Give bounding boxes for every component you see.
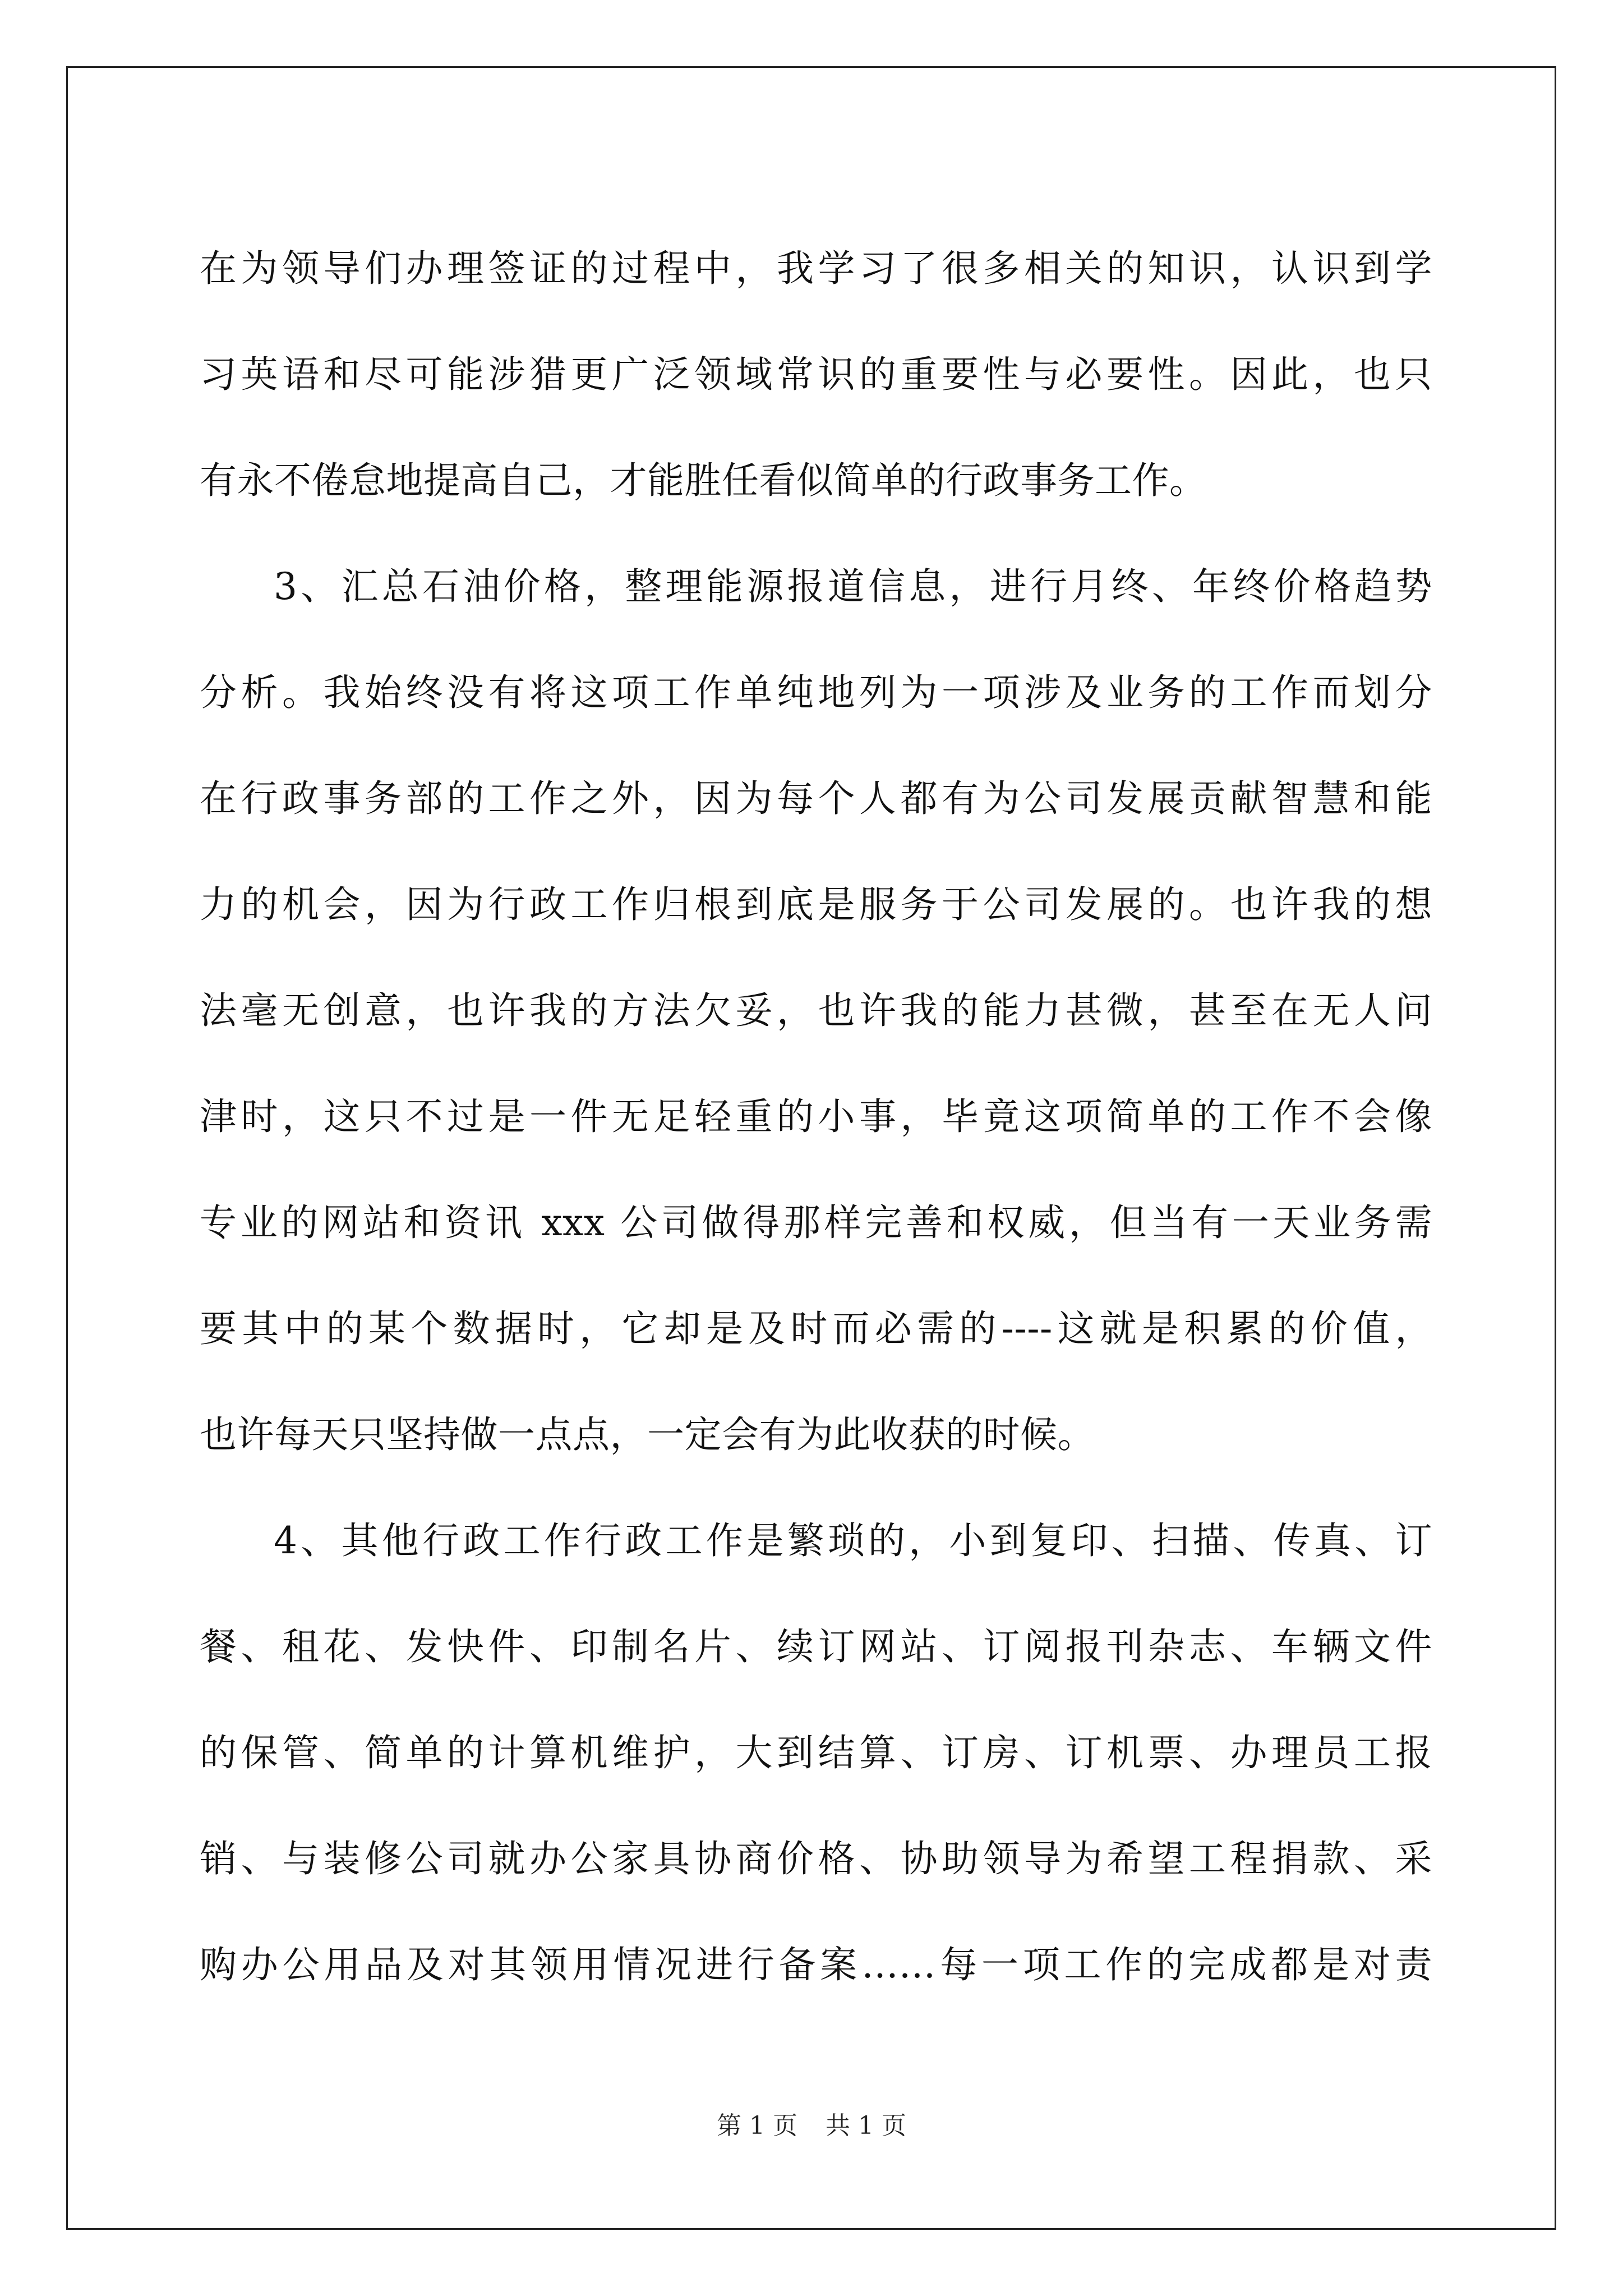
paragraph-1 — [200, 215, 1432, 533]
page-footer — [0, 2109, 1623, 2143]
text-line: 力的机会，因为行政工作归根到底是服务于公司发展的。也许我的想 — [200, 883, 1432, 926]
text-line: 的保管、简单的计算机维护，大到结算、订房、订机票、办理员工报 — [200, 1731, 1432, 1774]
document-body — [200, 215, 1432, 2018]
page-number: 第 1 页 — [717, 2111, 797, 2140]
text-line: 也许每天只坚持做一点点，一定会有为此收获的时候。 — [200, 1413, 1095, 1456]
text-line: 销、与装修公司就办公家具协商价格、协助领导为希望工程捐款、采 — [200, 1837, 1432, 1880]
text-line: 要其中的某个数据时，它却是及时而必需的----这就是积累的价值， — [200, 1307, 1432, 1350]
text-line: 4、其他行政工作行政工作是繁琐的，小到复印、扫描、传真、订 — [274, 1519, 1432, 1562]
text-line: 有永不倦怠地提高自己，才能胜任看似简单的行政事务工作。 — [200, 459, 1207, 502]
text-line: 专业的网站和资讯 xxx 公司做得那样完善和权威，但当有一天业务需 — [200, 1201, 1432, 1244]
text-line: 津时，这只不过是一件无足轻重的小事，毕竟这项简单的工作不会像 — [200, 1095, 1432, 1138]
text-line: 习英语和尽可能涉猎更广泛领域常识的重要性与必要性。因此，也只 — [200, 353, 1432, 396]
total-pages: 共 1 页 — [826, 2111, 906, 2140]
text-line: 法毫无创意，也许我的方法欠妥，也许我的能力甚微，甚至在无人问 — [200, 989, 1432, 1032]
text-line: 分析。我始终没有将这项工作单纯地列为一项涉及业务的工作而划分 — [200, 671, 1432, 714]
text-line: 在为领导们办理签证的过程中，我学习了很多相关的知识，认识到学 — [200, 247, 1432, 290]
text-line: 在行政事务部的工作之外，因为每个人都有为公司发展贡献智慧和能 — [200, 777, 1432, 820]
text-line: 购办公用品及对其领用情况进行备案……每一项工作的完成都是对责 — [200, 1943, 1432, 1986]
paragraph-3 — [200, 1488, 1432, 2018]
text-line: 餐、租花、发快件、印制名片、续订网站、订阅报刊杂志、车辆文件 — [200, 1625, 1432, 1668]
text-line: 3、汇总石油价格，整理能源报道信息，进行月终、年终价格趋势 — [274, 565, 1432, 608]
paragraph-2 — [200, 533, 1432, 1488]
